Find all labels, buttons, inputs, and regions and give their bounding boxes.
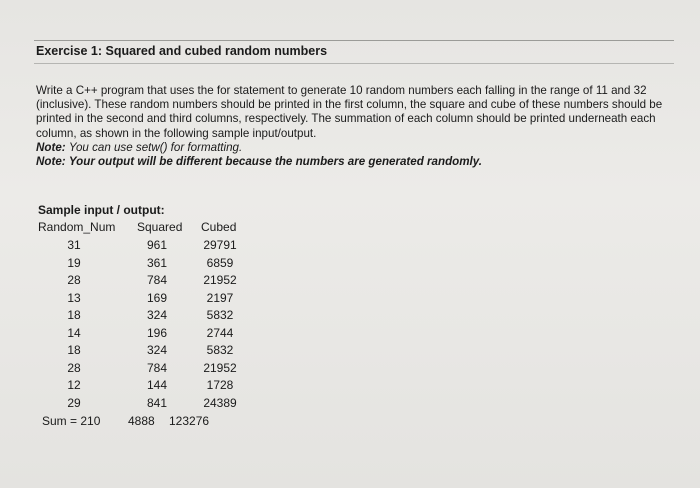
random-num-cell: 18 — [67, 343, 81, 357]
squared-cell: 784 — [146, 360, 168, 375]
random-num-cell: 28 — [67, 273, 81, 287]
cubed-cell: 1728 — [206, 378, 234, 392]
column-header-cubed: Cubed — [201, 220, 237, 234]
cubed-cell: 2744 — [206, 325, 234, 340]
top-rule — [34, 40, 674, 41]
squared-cell: 144 — [146, 378, 168, 392]
cubed-cell: 2197 — [206, 290, 234, 305]
note-line-1 — [36, 141, 676, 155]
sum-squared: 4888 — [128, 414, 155, 428]
column-header-squared: Squared — [137, 220, 183, 234]
squared-cell: 961 — [146, 238, 168, 252]
random-num-cell: 31 — [67, 238, 81, 252]
cubed-cell: 21952 — [203, 273, 237, 287]
squared-cell: 196 — [146, 325, 168, 340]
note-text: You can use setw() for formatting. — [68, 140, 243, 154]
cubed-cell: 24389 — [203, 395, 237, 410]
cubed-cell: 29791 — [203, 238, 237, 252]
exercise-paragraph: Write a C++ program that uses the for statement to generate 10 random numbers each falling in the range of 11 and 32 (inclusive). These random numbers should be printed in the first column, the square and cube of these numbers should be printed in the second and third columns, respectively. The summation of each column should be printed underneath each column, as shown in the following sample input/output. — [36, 84, 663, 140]
random-num-cell: 18 — [67, 308, 81, 322]
cubed-cell: 6859 — [206, 255, 234, 270]
random-num-cell: 28 — [67, 360, 81, 375]
exercise-body — [36, 84, 676, 169]
squared-cell: 361 — [146, 255, 168, 270]
squared-cell: 169 — [146, 290, 168, 305]
random-num-cell: 13 — [67, 290, 81, 305]
random-num-cell: 12 — [67, 378, 81, 392]
sample-title: Sample input / output: — [38, 203, 165, 217]
random-num-cell: 14 — [67, 325, 81, 340]
squared-cell: 324 — [146, 308, 168, 322]
cubed-cell: 5832 — [206, 343, 234, 357]
sum-label: Sum = 210 — [42, 414, 101, 428]
exercise-title: Exercise 1: Squared and cubed random numbers — [36, 44, 328, 58]
cubed-cell: 21952 — [203, 360, 237, 375]
note-label: Note: — [36, 155, 66, 169]
random-num-cell: 29 — [67, 395, 81, 410]
note-label: Note: — [36, 140, 66, 154]
squared-cell: 841 — [146, 395, 168, 410]
squared-cell: 324 — [146, 343, 168, 357]
column-header-random: Random_Num — [38, 220, 116, 234]
random-num-cell: 19 — [67, 255, 81, 270]
cubed-cell: 5832 — [206, 308, 234, 322]
sum-cubed: 123276 — [169, 414, 210, 428]
title-underline — [34, 63, 674, 64]
note-line-2 — [36, 155, 676, 169]
squared-cell: 784 — [146, 273, 168, 287]
note-text: Your output will be different because the numbers are generated randomly. — [68, 155, 483, 169]
